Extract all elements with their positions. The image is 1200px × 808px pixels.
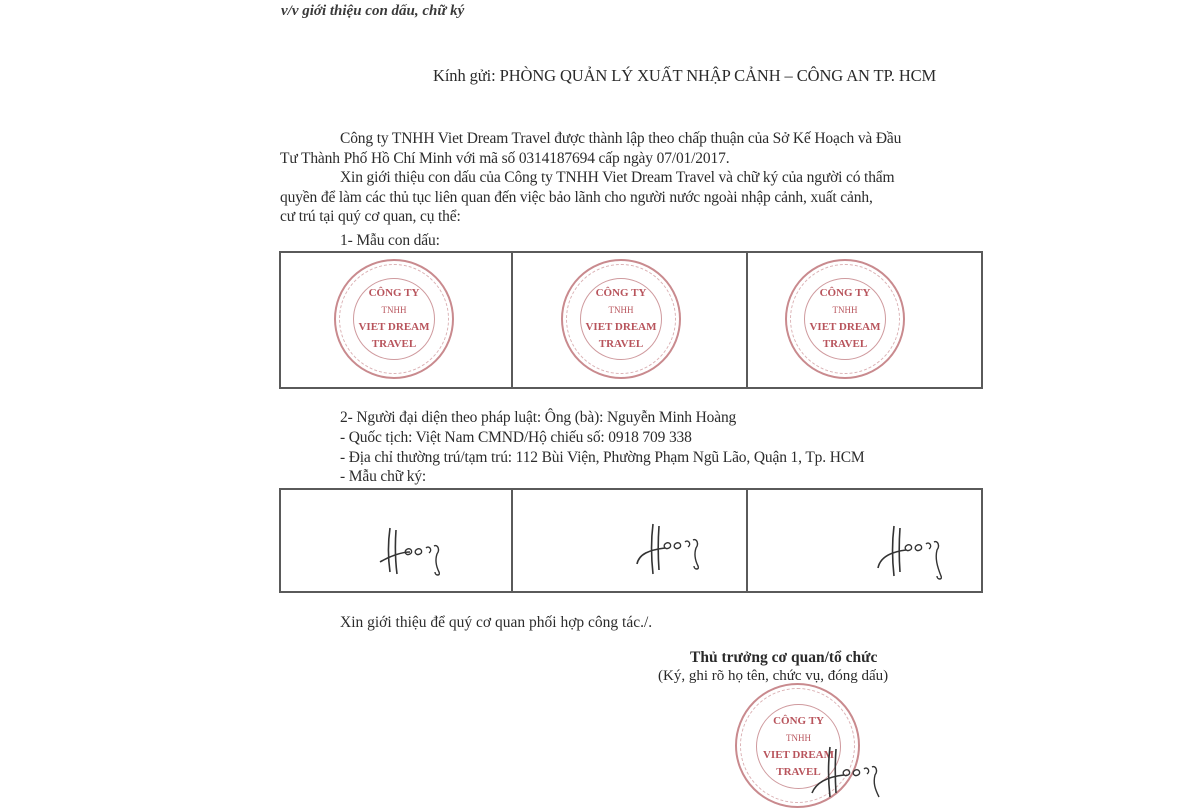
address-line: - Địa chỉ thường trú/tạm trú: 112 Bùi Viện, Phường Phạm Ngũ Lão, Quận 1, Tp. HCM xyxy=(340,449,865,466)
paragraph-line: Tư Thành Phố Hồ Chí Minh với mã số 0314187694 cấp ngày 07/01/2017. xyxy=(280,149,730,167)
document-subject: v/v giới thiệu con dấu, chữ ký xyxy=(281,3,465,19)
signature-sample-table xyxy=(279,488,983,593)
seal-text: CÔNG TY xyxy=(773,714,824,727)
section-signature-label: - Mẫu chữ ký: xyxy=(340,468,427,485)
seal-text: TRAVEL xyxy=(598,338,644,350)
signatory-title: Thủ trưởng cơ quan/tổ chức xyxy=(690,649,878,666)
seal-text: CÔNG TY xyxy=(368,287,420,299)
seal-text: CÔNG TY xyxy=(595,287,647,299)
seal-text: VIET DREAM xyxy=(358,321,430,333)
seal-text: TRAVEL xyxy=(776,765,821,778)
paragraph-line: quyền để làm các thủ tục liên quan đến việc bảo lãnh cho người nước ngoài nhập cảnh, xuất cảnh, xyxy=(280,188,873,206)
handwritten-signature xyxy=(635,520,715,580)
company-seal-stamp xyxy=(334,259,454,379)
signature-sample-cell xyxy=(281,490,513,591)
signatory-note: (Ký, ghi rõ họ tên, chức vụ, đóng dấu) xyxy=(658,668,889,684)
paragraph-company-registration xyxy=(280,129,901,168)
seal-text: TNHH xyxy=(608,305,634,315)
closing-line: Xin giới thiệu để quý cơ quan phối hợp công tác./. xyxy=(340,614,653,631)
seal-sample-table xyxy=(279,251,983,389)
company-seal-stamp xyxy=(561,259,681,379)
seal-text: TNHH xyxy=(381,305,407,315)
handwritten-signature xyxy=(376,522,456,582)
handwritten-signature xyxy=(876,522,956,582)
paragraph-line: Công ty TNHH Viet Dream Travel được thành lập theo chấp thuận của Sở Kế Hoạch và Đầu xyxy=(340,130,902,147)
signature-sample-cell xyxy=(513,490,748,591)
seal-text: CÔNG TY xyxy=(819,287,871,299)
company-seal-stamp xyxy=(785,259,905,379)
seal-text: VIET DREAM xyxy=(809,321,881,333)
seal-sample-cell xyxy=(748,253,981,387)
seal-sample-cell xyxy=(513,253,748,387)
nationality-id-line: - Quốc tịch: Việt Nam CMND/Hộ chiếu số: 0918 709 338 xyxy=(340,429,692,446)
signatory-signature xyxy=(810,745,900,800)
seal-text: TNHH xyxy=(786,732,811,743)
seal-text: TRAVEL xyxy=(371,338,417,350)
paragraph-introduction xyxy=(280,168,894,227)
paragraph-line: Xin giới thiệu con dấu của Công ty TNHH Viet Dream Travel và chữ ký của người có thẩm xyxy=(340,169,895,186)
seal-text: TRAVEL xyxy=(822,338,868,350)
seal-sample-cell xyxy=(281,253,513,387)
representative-line: 2- Người đại diện theo pháp luật: Ông (bà): Nguyễn Minh Hoàng xyxy=(340,409,737,426)
signature-sample-cell xyxy=(748,490,981,591)
paragraph-line: cư trú tại quý cơ quan, cụ thể: xyxy=(280,208,461,225)
section-seal-label: 1- Mẫu con dấu: xyxy=(340,232,440,249)
seal-text: VIET DREAM xyxy=(762,748,834,761)
seal-text: VIET DREAM xyxy=(585,321,657,333)
recipient-line: Kính gửi: PHÒNG QUẢN LÝ XUẤT NHẬP CẢNH – CÔNG AN TP. HCM xyxy=(433,66,937,85)
seal-text: TNHH xyxy=(832,305,858,315)
